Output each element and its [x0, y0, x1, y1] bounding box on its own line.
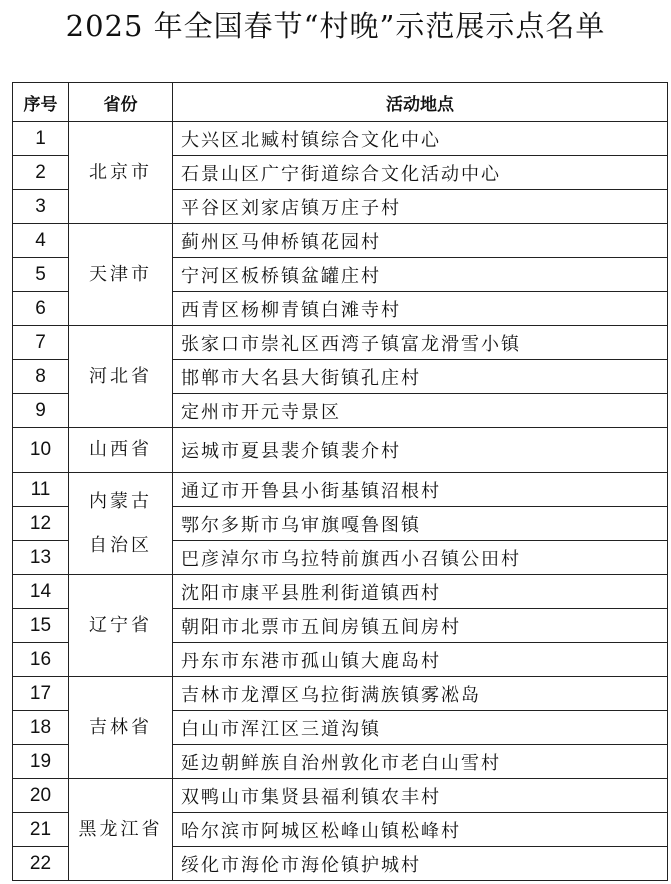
row-number: 6 [13, 292, 69, 326]
table-row [13, 575, 668, 609]
row-number: 5 [13, 258, 69, 292]
location-cell: 沈阳市康平县胜利街道镇西村 [173, 575, 668, 609]
location-cell: 平谷区刘家店镇万庄子村 [173, 190, 668, 224]
row-number: 16 [13, 643, 69, 677]
location-cell: 延边朝鲜族自治州敦化市老白山雪村 [173, 745, 668, 779]
table-row [13, 779, 668, 813]
table-row [13, 677, 668, 711]
table-row [13, 326, 668, 360]
province-label: 辽宁省 [89, 614, 152, 636]
location-cell: 绥化市海伦市海伦镇护城村 [173, 847, 668, 881]
row-number: 8 [13, 360, 69, 394]
table-row [13, 473, 668, 507]
location-cell: 哈尔滨市阿城区松峰山镇松峰村 [173, 813, 668, 847]
row-number: 11 [13, 473, 69, 507]
province-cell [69, 779, 173, 881]
row-number: 22 [13, 847, 69, 881]
province-cell [69, 122, 173, 224]
location-cell: 巴彦淖尔市乌拉特前旗西小召镇公田村 [173, 541, 668, 575]
header-province: 省份 [69, 83, 173, 122]
province-label: 山西省 [89, 439, 152, 460]
province-cell [69, 677, 173, 779]
row-number: 19 [13, 745, 69, 779]
table-body [13, 122, 668, 881]
row-number: 2 [13, 156, 69, 190]
location-cell: 通辽市开鲁县小街基镇沼根村 [173, 473, 668, 507]
location-cell: 丹东市东港市孤山镇大鹿岛村 [173, 643, 668, 677]
table-row [13, 428, 668, 473]
row-number: 7 [13, 326, 69, 360]
row-number: 3 [13, 190, 69, 224]
province-cell [69, 224, 173, 326]
table-row [13, 122, 668, 156]
location-cell: 定州市开元寺景区 [173, 394, 668, 428]
province-label: 河北省 [89, 365, 152, 387]
location-cell: 鄂尔多斯市乌审旗嘎鲁图镇 [173, 507, 668, 541]
location-cell: 石景山区广宁街道综合文化活动中心 [173, 156, 668, 190]
location-cell: 运城市夏县裴介镇裴介村 [173, 428, 668, 473]
row-number: 21 [13, 813, 69, 847]
row-number: 18 [13, 711, 69, 745]
location-cell: 吉林市龙潭区乌拉街满族镇雾凇岛 [173, 677, 668, 711]
province-label: 自治区 [89, 534, 152, 556]
table-header-row [13, 83, 668, 122]
location-cell: 宁河区板桥镇盆罐庄村 [173, 258, 668, 292]
location-cell: 朝阳市北票市五间房镇五间房村 [173, 609, 668, 643]
province-cell [69, 326, 173, 428]
province-label: 天津市 [89, 263, 152, 285]
row-number: 13 [13, 541, 69, 575]
province-label: 北京市 [89, 161, 152, 183]
row-number: 17 [13, 677, 69, 711]
location-cell: 西青区杨柳青镇白滩寺村 [173, 292, 668, 326]
row-number: 20 [13, 779, 69, 813]
row-number: 10 [13, 428, 69, 473]
page-title: 2025 年全国春节“村晚”示范展示点名单 [65, 9, 606, 43]
location-cell: 蓟州区马伸桥镇花园村 [173, 224, 668, 258]
row-number: 9 [13, 394, 69, 428]
province-label: 黑龙江省 [78, 818, 163, 840]
location-cell: 白山市浑江区三道沟镇 [173, 711, 668, 745]
province-cell [69, 575, 173, 677]
row-number: 14 [13, 575, 69, 609]
row-number: 4 [13, 224, 69, 258]
showcase-table [12, 82, 668, 881]
header-number: 序号 [13, 83, 69, 122]
header-location: 活动地点 [173, 83, 668, 122]
row-number: 12 [13, 507, 69, 541]
row-number: 15 [13, 609, 69, 643]
location-cell: 张家口市崇礼区西湾子镇富龙滑雪小镇 [173, 326, 668, 360]
location-cell: 大兴区北臧村镇综合文化中心 [173, 122, 668, 156]
province-label: 内蒙古 [89, 490, 152, 512]
location-cell: 邯郸市大名县大街镇孔庄村 [173, 360, 668, 394]
province-cell [69, 428, 173, 473]
province-cell [69, 473, 173, 575]
province-label: 吉林省 [89, 716, 152, 738]
table-row [13, 224, 668, 258]
row-number: 1 [13, 122, 69, 156]
location-cell: 双鸭山市集贤县福利镇农丰村 [173, 779, 668, 813]
